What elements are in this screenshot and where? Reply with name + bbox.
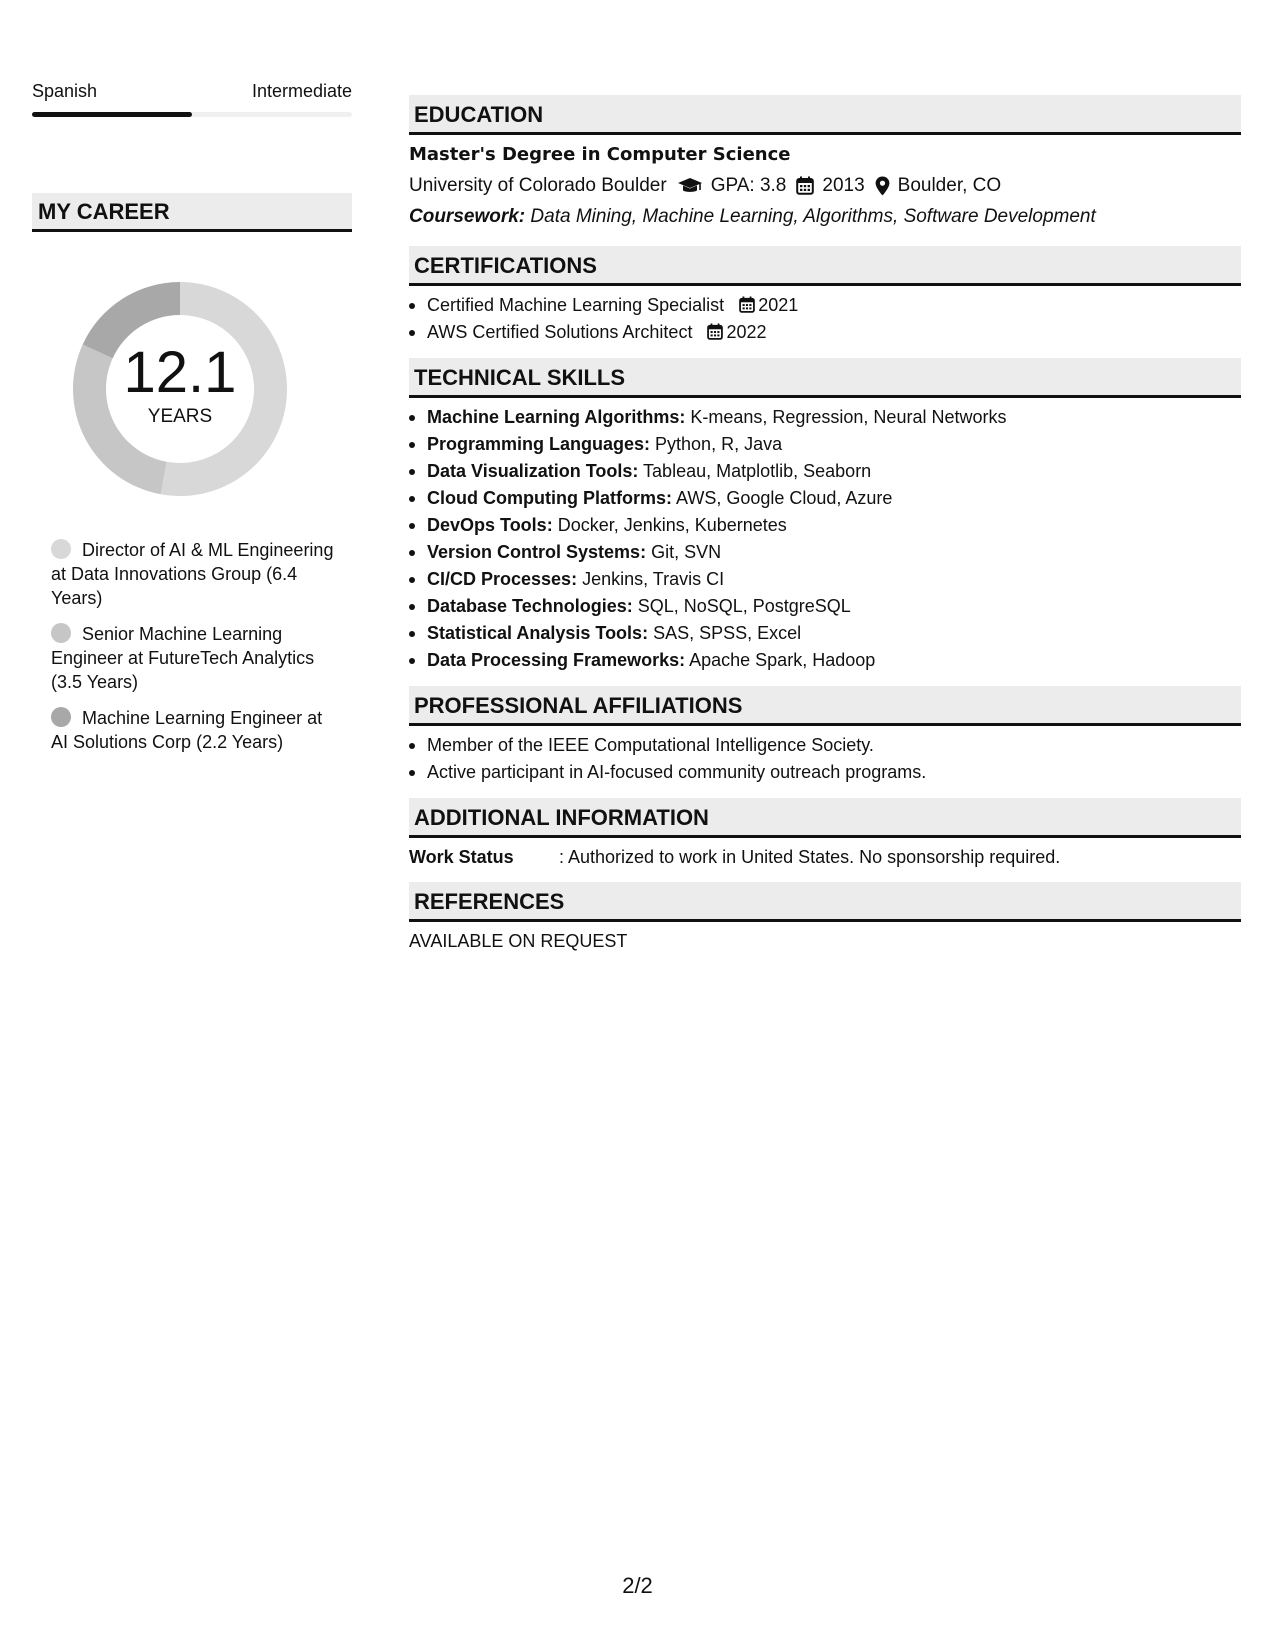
gpa: GPA: 3.8 — [710, 175, 787, 196]
career-donut-chart — [65, 274, 295, 504]
skill-item — [409, 647, 1241, 674]
technical-skills-list — [409, 398, 1241, 674]
skill-label: Machine Learning Algorithms: — [427, 407, 686, 427]
career-legend-item — [51, 706, 341, 754]
career-legend-label: Machine Learning Engineer at AI Solutions Corp (2.2 Years) — [51, 708, 323, 752]
coursework-label: Coursework: — [409, 206, 526, 227]
calendar-icon — [739, 296, 755, 313]
school-location: Boulder, CO — [897, 175, 1002, 196]
main-column — [409, 95, 1241, 954]
career-total-value: 12.1 — [123, 340, 237, 405]
skill-value: SQL, NoSQL, PostgreSQL — [632, 596, 851, 616]
skill-value: AWS, Google Cloud, Azure — [671, 488, 893, 508]
map-pin-icon — [875, 176, 890, 196]
language-level: Intermediate — [251, 81, 352, 101]
certification-name: AWS Certified Solutions Architect — [427, 322, 693, 342]
language-proficiency-fill — [32, 112, 192, 117]
certification-name: Certified Machine Learning Specialist — [427, 295, 725, 315]
references-text: AVAILABLE ON REQUEST — [409, 931, 628, 951]
skill-value: Jenkins, Travis CI — [577, 569, 725, 589]
career-heading: MY CAREER — [32, 193, 352, 232]
calendar-icon — [707, 323, 723, 340]
references-heading: REFERENCES — [409, 882, 1241, 922]
skill-item — [409, 539, 1241, 566]
graduation-cap-icon — [677, 177, 703, 195]
skill-item — [409, 404, 1241, 431]
certifications-list — [409, 286, 1241, 346]
skill-item — [409, 512, 1241, 539]
career-legend-label: Director of AI & ML Engineering at Data Innovations Group (6.4 Years) — [51, 540, 334, 608]
affiliations-heading: PROFESSIONAL AFFILIATIONS — [409, 686, 1241, 726]
career-legend-item — [51, 538, 341, 610]
career-legend-label: Senior Machine Learning Engineer at FutureTech Analytics (3.5 Years) — [51, 624, 315, 692]
certifications-heading: CERTIFICATIONS — [409, 246, 1241, 286]
language-proficiency-bar — [32, 112, 352, 117]
certification-item — [409, 319, 1241, 346]
skill-item — [409, 593, 1241, 620]
work-status-label: Work Status — [409, 847, 514, 867]
skill-label: Version Control Systems: — [427, 542, 647, 562]
career-legend-item — [51, 622, 341, 694]
skill-label: Data Visualization Tools: — [427, 461, 639, 481]
skill-value: Docker, Jenkins, Kubernetes — [552, 515, 787, 535]
skill-label: Cloud Computing Platforms: — [427, 488, 672, 508]
language-name: Spanish — [32, 81, 98, 101]
affiliation-item: Member of the IEEE Computational Intelligence Society. — [409, 732, 1241, 759]
sidebar — [32, 80, 352, 766]
skill-item — [409, 566, 1241, 593]
work-status-row — [409, 838, 1241, 870]
skill-label: Programming Languages: — [427, 434, 651, 454]
certification-year: 2021 — [758, 295, 799, 315]
skill-value: Apache Spark, Hadoop — [685, 650, 876, 670]
coursework — [409, 201, 1241, 232]
career-legend — [32, 538, 341, 754]
education-entry — [409, 135, 1241, 232]
skill-value: SAS, SPSS, Excel — [648, 623, 802, 643]
skill-value: Tableau, Matplotlib, Seaborn — [638, 461, 872, 481]
affiliation-item: Active participant in AI-focused community outreach programs. — [409, 759, 1241, 786]
technical-skills-heading: TECHNICAL SKILLS — [409, 358, 1241, 398]
calendar-icon — [796, 176, 814, 195]
education-heading: EDUCATION — [409, 95, 1241, 135]
career-total — [65, 340, 295, 428]
skill-label: Statistical Analysis Tools: — [427, 623, 649, 643]
skill-item — [409, 485, 1241, 512]
skill-value: Git, SVN — [646, 542, 722, 562]
degree-title: Master's Degree in Computer Science — [409, 144, 791, 165]
education-meta — [409, 170, 1241, 201]
legend-dot-icon — [51, 539, 71, 559]
work-status-value: : Authorized to work in United States. No sponsorship required. — [559, 847, 1061, 867]
certification-year: 2022 — [726, 322, 767, 342]
school-name: University of Colorado Boulder — [409, 175, 667, 196]
legend-dot-icon — [51, 707, 71, 727]
coursework-list: Data Mining, Machine Learning, Algorithms, Software Development — [525, 206, 1096, 227]
skill-item — [409, 431, 1241, 458]
affiliations-list — [409, 726, 1241, 786]
certification-item — [409, 292, 1241, 319]
additional-info-heading: ADDITIONAL INFORMATION — [409, 798, 1241, 838]
career-total-unit: YEARS — [147, 406, 213, 427]
skill-label: Data Processing Frameworks: — [427, 650, 686, 670]
skill-label: DevOps Tools: — [427, 515, 553, 535]
skill-value: Python, R, Java — [650, 434, 783, 454]
skill-item — [409, 620, 1241, 647]
skill-label: Database Technologies: — [427, 596, 633, 616]
legend-dot-icon — [51, 623, 71, 643]
skill-item — [409, 458, 1241, 485]
skill-label: CI/CD Processes: — [427, 569, 578, 589]
skill-value: K-means, Regression, Neural Networks — [685, 407, 1007, 427]
page-number: 2/2 — [622, 1573, 653, 1598]
language-row — [32, 80, 352, 102]
graduation-year: 2013 — [822, 175, 865, 196]
